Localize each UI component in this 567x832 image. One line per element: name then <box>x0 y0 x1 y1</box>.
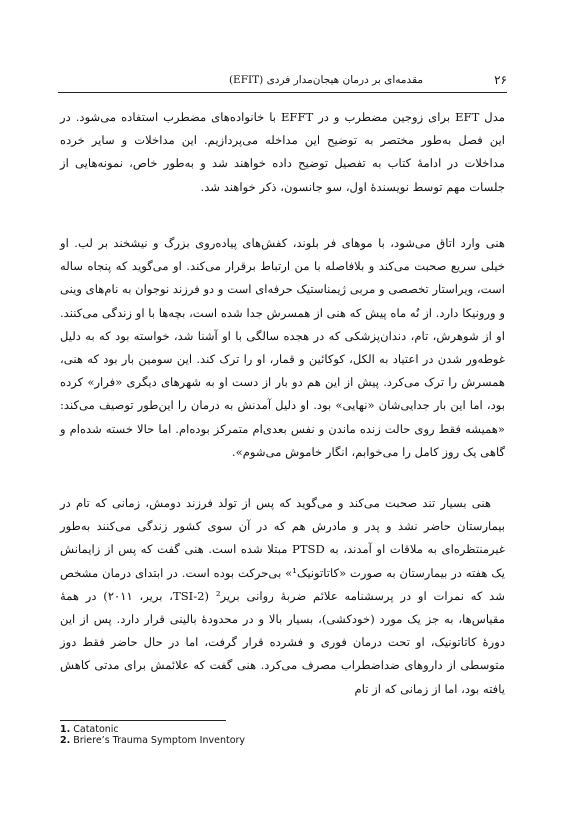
footnote-2 <box>60 735 245 746</box>
body-block-case <box>60 232 505 464</box>
footnote-text: Briere’s Trauma Symptom Inventory <box>73 735 246 746</box>
running-title: مقدمه‌ای بر درمان هیجان‌مدار فردی (EFIT) <box>228 74 423 86</box>
body-block-history <box>60 492 505 701</box>
footnote-1 <box>60 724 245 735</box>
paragraph-case-description: هنی وارد اتاق می‌شود، با موهای فر بلوند، کفش‌های پیاده‌روی بزرگ و نیشخند بر لب. او خیلی سریع صحبت می‌کند و بلافاصله با من ارتباط برقرار می‌کند. او می‌گوید که پنجاه ساله است، ویراستار تخصصی و مربی ژیمناستیک حرفه‌ای است و دو فرزند نوجوان به نام‌های وینی و ورونیکا دارد. از نُه ماه پیش که هنی از همسرش جدا شده است، بچه‌ها با او زندگی می‌کنند. او از شوهرش، تام، دندان‌پزشکی که در هجده سالگی با او آشنا شد، خواسته بود که به دلیل غوطه‌ور شدن در اعتیاد به الکل، کوکائین و قمار، او را ترک کند. این سومین بار بود که هنی، همسرش را ترک می‌کرد. پیش از این هم دو بار از دست او به شهرهای دیگری «فرار» کرده بود، اما این بار جدایی‌شان «نهایی» بود. او دلیل آمدنش به درمان را این‌طور توصیف می‌کند: «همیشه فقط روی حالت زنده ماندن و نفس بعدی‌ام متمرکز بوده‌ام. اما حالا خسته شده‌ام و گاهی یک روز کامل را می‌خوابم، انگار خاموش می‌شوم». <box>59 236 505 459</box>
footnote-number: 2. <box>60 735 71 746</box>
footnote-number: 1. <box>60 724 71 735</box>
paragraph-case-history: هنی بسیار تند صحبت می‌کند و می‌گوید که پس از تولد فرزند دومش، زمانی که تام در بیمارستان حاضر نشد و پدر و مادرش هم که در آن سوی کشور زندگی می‌کنند به‌طور غیرمنتظره‌ای به ملاقات او آمدند، به PTSD مبتلا شده است. هنی گفت که پس از زایمانش یک هفته در بیمارستان به صورت «کاتاتونیک¹» بی‌حرکت بوده است. در ابتدای درمان مشخص شد که نمرات او در پرسشنامه علائم ضربهٔ روانی بریر² (TSI-2، بریر، ۲۰۱۱) در همهٔ مقیاس‌ها، به جز یک مورد (خودکشی)، بسیار بالا و در محدودهٔ بالینی قرار دارد. پس از این دورهٔ کاتاتونیک، او تحت درمان فوری و فشرده قرار گرفت، اما در حال حاضر فقط دوز متوسطی از داروهای ضداضطراب مصرف می‌کرد. هنی گفت که علائمش برای مدتی کاهش یافته بود، اما از زمانی که از تام <box>60 496 505 696</box>
page-number: ۲۶ <box>494 73 507 87</box>
paragraph-intro: مدل EFT برای زوجین مضطرب و در EFFT با خانواده‌های مضطرب استفاده می‌شود. در این فصل به‌طور مختصر به توضیح این مداخله می‌پردازیم. این مداخلات و سایر خرده مداخلات در ادامهٔ کتاب به تفصیل توضیح داده خواهند شد و به‌طور خاص، نمونه‌هایی از جلسات مهم توسط نویسندهٔ اول، سو جانسون، ذکر خواهند شد. <box>60 110 505 194</box>
footnotes <box>60 724 245 746</box>
footnote-divider <box>60 720 226 721</box>
running-header <box>58 71 507 89</box>
header-divider <box>58 92 507 93</box>
body-block-intro <box>60 106 505 199</box>
footnote-text: Catatonic <box>73 724 119 735</box>
